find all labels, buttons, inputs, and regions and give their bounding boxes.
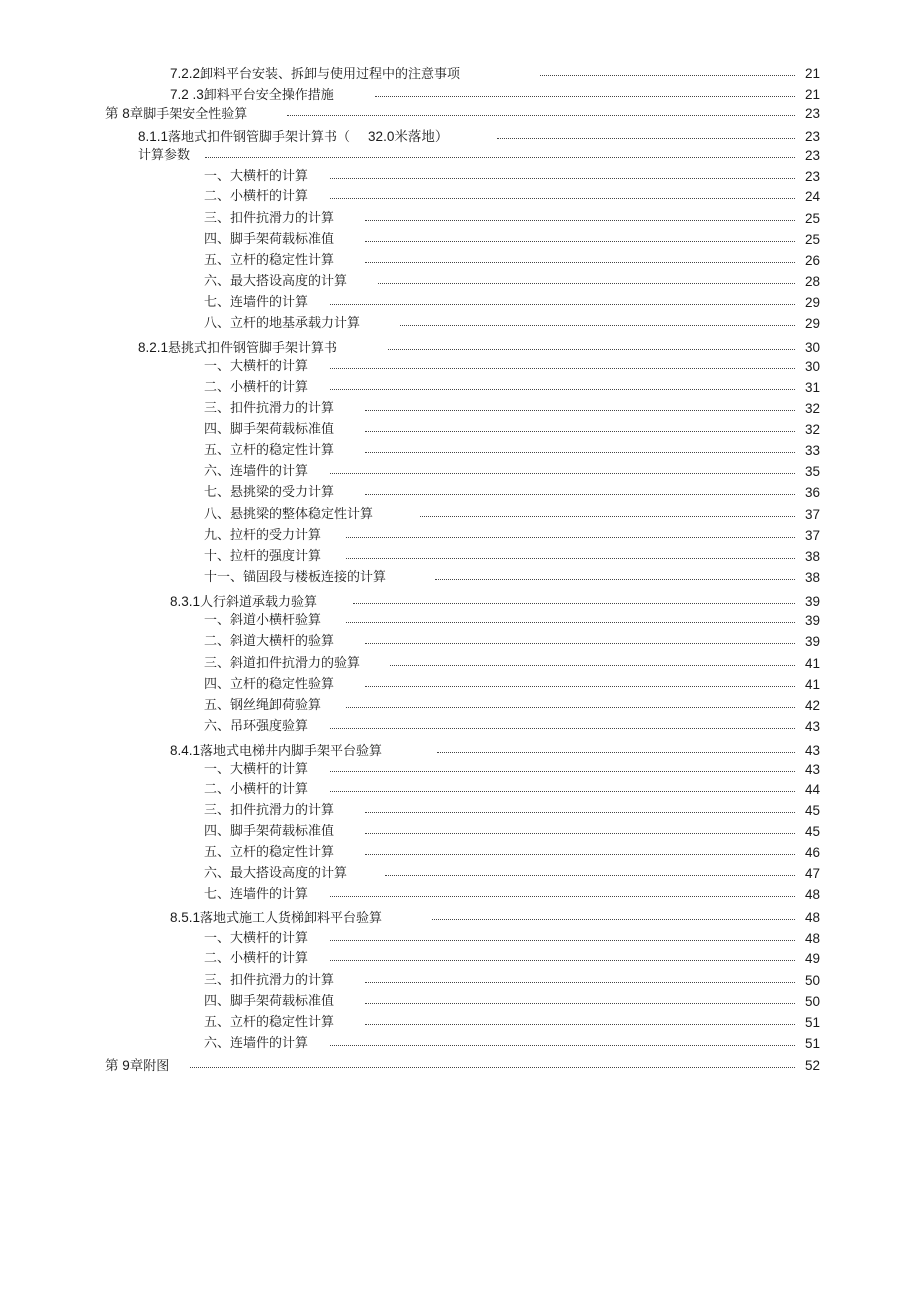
dot-leader [378, 283, 795, 284]
toc-entry-text: 六、最大搭设高度的计算 [204, 866, 348, 881]
toc-entry-title [204, 949, 308, 969]
toc-entry[interactable] [0, 64, 920, 84]
toc-entry-page: 29 [804, 316, 820, 331]
toc-entry-text: 五、钢丝绳卸荷验算 [204, 698, 322, 713]
toc-entry-title [204, 611, 321, 631]
toc-entry-page: 39 [804, 594, 820, 609]
toc-entry[interactable] [0, 632, 920, 652]
dot-leader [330, 940, 795, 941]
toc-entry-title [204, 505, 373, 525]
toc-entry-page: 23 [804, 169, 820, 184]
toc-entry-title [204, 441, 334, 461]
toc-entry-number: 第 8章 [105, 106, 144, 121]
toc-entry-title [204, 526, 321, 546]
toc-entry-page: 28 [804, 274, 820, 289]
toc-entry[interactable] [0, 209, 920, 229]
toc-entry-text: 一、大横杆的计算 [204, 762, 309, 777]
toc-entry-page: 42 [804, 698, 820, 713]
toc-entry[interactable] [0, 843, 920, 863]
toc-entry-title [204, 167, 308, 187]
toc-entry-title [170, 64, 460, 85]
toc-entry-title [204, 293, 308, 313]
toc-entry-text: 一、大横杆的计算 [204, 169, 309, 184]
toc-entry-text: 三、扣件抗滑力的计算 [204, 401, 335, 416]
toc-entry-text: 三、扣件抗滑力的计算 [204, 803, 335, 818]
toc-entry-text: 一、斜道小横杆验算 [204, 613, 322, 628]
toc-entry-text: 人行斜道承载力验算 [200, 595, 318, 610]
toc-entry-page: 29 [804, 295, 820, 310]
toc-entry[interactable] [0, 1034, 920, 1054]
dot-leader [330, 1045, 795, 1046]
toc-entry-page: 25 [804, 232, 820, 247]
toc-entry-page: 48 [804, 887, 820, 902]
dot-leader [287, 115, 795, 116]
toc-entry-page: 36 [804, 485, 820, 500]
toc-entry[interactable] [0, 696, 920, 716]
toc-entry-text: 一、大横杆的计算 [204, 359, 309, 374]
toc-entry-page: 47 [804, 866, 820, 881]
toc-entry-number: 7.2 .3 [170, 87, 204, 102]
toc-entry[interactable] [0, 187, 920, 207]
toc-entry-text: 四、脚手架荷载标准值 [204, 824, 335, 839]
toc-entry-page: 45 [804, 803, 820, 818]
toc-entry-text: 五、立杆的稳定性计算 [204, 253, 335, 268]
toc-entry-text: 卸料平台安全操作措施 [203, 88, 334, 103]
dot-leader [365, 452, 795, 453]
toc-entry-title [204, 230, 334, 250]
dot-leader [330, 960, 795, 961]
toc-entry[interactable] [0, 568, 920, 588]
toc-entry-title [204, 209, 334, 229]
toc-entry-text: 二、小横杆的计算 [204, 782, 309, 797]
toc-entry[interactable] [0, 864, 920, 884]
toc-entry-page: 21 [804, 66, 820, 81]
toc-entry-page: 50 [804, 973, 820, 988]
toc-entry[interactable] [0, 801, 920, 821]
toc-entry-page: 45 [804, 824, 820, 839]
toc-entry-text: 三、斜道扣件抗滑力的验算 [204, 656, 361, 671]
toc-entry[interactable] [0, 741, 920, 761]
toc-entry-page: 23 [804, 106, 820, 121]
toc-entry-text: 四、立杆的稳定性验算 [204, 677, 335, 692]
toc-entry[interactable] [0, 611, 920, 631]
toc-entry[interactable] [0, 971, 920, 991]
toc-entry-text: 八、立杆的地基承载力计算 [204, 316, 361, 331]
toc-entry-title [170, 908, 382, 929]
toc-entry[interactable] [0, 420, 920, 440]
dot-leader [437, 752, 795, 753]
toc-entry-title [204, 929, 308, 949]
dot-leader [330, 178, 795, 179]
toc-entry-page: 31 [804, 380, 820, 395]
toc-entry-page: 37 [804, 528, 820, 543]
toc-entry[interactable] [0, 338, 920, 358]
toc-entry-page: 43 [804, 719, 820, 734]
dot-leader [346, 707, 795, 708]
toc-entry-page: 48 [804, 931, 820, 946]
toc-entry-text: 四、脚手架荷载标准值 [204, 232, 335, 247]
toc-entry-page: 44 [804, 782, 820, 797]
dot-leader [497, 138, 795, 139]
toc-entry-title [204, 568, 386, 588]
dot-leader [388, 349, 795, 350]
toc-entry-title [204, 654, 360, 674]
toc-entry[interactable] [0, 483, 920, 503]
toc-entry-page: 30 [804, 359, 820, 374]
toc-entry[interactable] [0, 167, 920, 187]
dot-leader [330, 896, 795, 897]
toc-entry-number: 7.2.2 [170, 66, 201, 81]
toc-entry-page: 35 [804, 464, 820, 479]
dot-leader [365, 854, 795, 855]
dot-leader [400, 325, 795, 326]
toc-entry-text: 四、脚手架荷载标准值 [204, 422, 335, 437]
toc-entry[interactable] [0, 760, 920, 780]
toc-entry-page: 32 [804, 422, 820, 437]
toc-entry-page: 23 [804, 129, 820, 144]
toc-entry-title [204, 696, 321, 716]
toc-entry-title [204, 992, 334, 1012]
toc-entry-text: 六、吊环强度验算 [204, 719, 309, 734]
toc-entry-text: 附图 [143, 1059, 170, 1074]
toc-entry-text: 十、拉杆的强度计算 [204, 549, 322, 564]
toc-entry-title [204, 885, 308, 905]
toc-entry-page: 41 [804, 677, 820, 692]
dot-leader [346, 622, 795, 623]
toc-entry-page: 30 [804, 340, 820, 355]
toc-entry-extra: 32.0米落地） [368, 129, 449, 144]
dot-leader [330, 304, 795, 305]
toc-entry-text: 悬挑式扣件钢管脚手架计算书 [168, 341, 338, 356]
toc-entry-page: 50 [804, 994, 820, 1009]
toc-entry-text: 五、立杆的稳定性计算 [204, 845, 335, 860]
toc-entry-page: 23 [804, 148, 820, 163]
toc-entry-number: 8.1.1 [138, 129, 169, 144]
toc-entry-title [204, 780, 308, 800]
toc-entry[interactable] [0, 293, 920, 313]
toc-entry-text: 落地式扣件钢管脚手架计算书（ [168, 130, 351, 145]
toc-entry-number: 8.2.1 [138, 340, 169, 355]
toc-entry-page: 46 [804, 845, 820, 860]
toc-entry-page: 37 [804, 507, 820, 522]
dot-leader [346, 537, 795, 538]
toc-entry-title [204, 272, 347, 292]
toc-entry-page: 38 [804, 570, 820, 585]
toc-entry[interactable] [0, 314, 920, 334]
toc-entry-number: 8.4.1 [170, 743, 201, 758]
toc-entry-page: 21 [804, 87, 820, 102]
toc-entry-title [204, 843, 334, 863]
dot-leader [330, 389, 795, 390]
toc-entry[interactable] [0, 1013, 920, 1033]
toc-entry[interactable] [0, 822, 920, 842]
dot-leader [346, 558, 795, 559]
dot-leader [432, 919, 795, 920]
toc-entry-title [204, 420, 334, 440]
toc-entry-page: 52 [804, 1058, 820, 1073]
dot-leader [330, 198, 795, 199]
dot-leader [540, 75, 795, 76]
toc-entry-text: 十一、锚固段与楼板连接的计算 [204, 570, 387, 585]
toc-entry[interactable] [0, 441, 920, 461]
toc-entry-title [105, 1056, 169, 1077]
dot-leader [330, 368, 795, 369]
dot-leader [365, 220, 795, 221]
dot-leader [330, 473, 795, 474]
toc-entry-title [204, 251, 334, 271]
toc-entry-title [138, 127, 448, 148]
dot-leader [365, 686, 795, 687]
toc-entry-title [204, 399, 334, 419]
toc-entry[interactable] [0, 526, 920, 546]
toc-entry-title [204, 187, 308, 207]
toc-entry-number: 8.5.1 [170, 910, 201, 925]
toc-entry[interactable] [0, 378, 920, 398]
toc-entry[interactable] [0, 592, 920, 612]
dot-leader [365, 1003, 795, 1004]
toc-entry-text: 四、脚手架荷载标准值 [204, 994, 335, 1009]
dot-leader [365, 494, 795, 495]
toc-entry-title [170, 592, 317, 613]
toc-entry-title [204, 971, 334, 991]
toc-entry-text: 二、小横杆的计算 [204, 189, 309, 204]
toc-entry[interactable] [0, 885, 920, 905]
toc-entry-title [204, 357, 308, 377]
dot-leader [385, 875, 795, 876]
dot-leader [420, 516, 795, 517]
dot-leader [330, 771, 795, 772]
toc-entry-text: 落地式电梯井内脚手架平台验算 [200, 744, 383, 759]
toc-entry-text: 二、小横杆的计算 [204, 380, 309, 395]
dot-leader [365, 812, 795, 813]
toc-entry[interactable] [0, 399, 920, 419]
toc-entry-title [204, 822, 334, 842]
toc-entry-title [204, 378, 308, 398]
toc-entry-text: 八、悬挑梁的整体稳定性计算 [204, 507, 374, 522]
toc-entry-text: 卸料平台安装、拆卸与使用过程中的注意事项 [200, 67, 461, 82]
dot-leader [205, 157, 795, 158]
dot-leader [365, 410, 795, 411]
toc-entry[interactable] [0, 654, 920, 674]
toc-entry-page: 39 [804, 613, 820, 628]
toc-entry-text: 脚手架安全性验算 [143, 107, 248, 122]
toc-entry-page: 43 [804, 762, 820, 777]
toc-entry-page: 49 [804, 951, 820, 966]
toc-entry[interactable] [0, 251, 920, 271]
toc-entry-title [204, 717, 308, 737]
toc-entry-text: 七、悬挑梁的受力计算 [204, 485, 335, 500]
dot-leader [365, 643, 795, 644]
toc-entry-text: 五、立杆的稳定性计算 [204, 1015, 335, 1030]
dot-leader [365, 262, 795, 263]
toc-entry-text: 六、最大搭设高度的计算 [204, 274, 348, 289]
toc-entry-title [138, 146, 190, 166]
toc-entry-title [204, 314, 360, 334]
toc-entry-title [204, 483, 334, 503]
toc-entry-page: 32 [804, 401, 820, 416]
toc-entry-title [204, 675, 334, 695]
toc-entry-title [170, 741, 382, 762]
toc-entry-page: 24 [804, 189, 820, 204]
toc-entry-title [204, 1034, 308, 1054]
dot-leader [365, 241, 795, 242]
toc-entry-page: 51 [804, 1015, 820, 1030]
toc-entry[interactable] [0, 675, 920, 695]
dot-leader [365, 431, 795, 432]
toc-entry[interactable] [0, 146, 920, 166]
toc-entry[interactable] [0, 357, 920, 377]
toc-entry-page: 25 [804, 211, 820, 226]
toc-entry-text: 计算参数 [138, 148, 191, 163]
toc-entry[interactable] [0, 462, 920, 482]
toc-entry-title [204, 864, 347, 884]
toc-entry-text: 七、连墙件的计算 [204, 295, 309, 310]
toc-entry-page: 43 [804, 743, 820, 758]
toc-entry[interactable] [0, 272, 920, 292]
dot-leader [365, 1024, 795, 1025]
toc-entry-text: 六、连墙件的计算 [204, 464, 309, 479]
toc-entry-text: 二、小横杆的计算 [204, 951, 309, 966]
toc-entry[interactable] [0, 547, 920, 567]
toc-entry-title [105, 104, 247, 125]
toc-entry[interactable] [0, 717, 920, 737]
toc-entry[interactable] [0, 1056, 920, 1076]
toc-entry[interactable] [0, 505, 920, 525]
dot-leader [190, 1067, 795, 1068]
toc-entry-number: 第 9章 [105, 1058, 144, 1073]
toc-entry[interactable] [0, 908, 920, 928]
dot-leader [375, 96, 795, 97]
toc-entry-text: 七、连墙件的计算 [204, 887, 309, 902]
toc-entry-title [204, 632, 334, 652]
dot-leader [390, 665, 795, 666]
dot-leader [365, 833, 795, 834]
dot-leader [435, 579, 795, 580]
toc-entry-page: 39 [804, 634, 820, 649]
toc-entry-page: 33 [804, 443, 820, 458]
toc-entry-text: 六、连墙件的计算 [204, 1036, 309, 1051]
toc-entry-text: 三、扣件抗滑力的计算 [204, 211, 335, 226]
toc-entry-title [204, 1013, 334, 1033]
toc-entry[interactable] [0, 127, 920, 147]
toc-entry-title [138, 338, 337, 359]
toc-entry-text: 一、大横杆的计算 [204, 931, 309, 946]
toc-entry[interactable] [0, 230, 920, 250]
toc-entry-text: 二、斜道大横杆的验算 [204, 634, 335, 649]
toc-entry[interactable] [0, 104, 920, 124]
toc-entry-page: 48 [804, 910, 820, 925]
toc-entry[interactable] [0, 85, 920, 105]
toc-entry-text: 九、拉杆的受力计算 [204, 528, 322, 543]
toc-entry-text: 三、扣件抗滑力的计算 [204, 973, 335, 988]
toc-entry-title [204, 760, 308, 780]
toc-entry-page: 38 [804, 549, 820, 564]
dot-leader [365, 982, 795, 983]
toc-entry-title [170, 85, 334, 106]
toc-entry[interactable] [0, 929, 920, 949]
toc-entry-text: 五、立杆的稳定性计算 [204, 443, 335, 458]
toc-entry-page: 41 [804, 656, 820, 671]
toc-entry[interactable] [0, 780, 920, 800]
toc-entry-title [204, 547, 321, 567]
toc-entry[interactable] [0, 992, 920, 1012]
toc-entry[interactable] [0, 949, 920, 969]
toc-entry-page: 51 [804, 1036, 820, 1051]
dot-leader [330, 791, 795, 792]
toc-entry-text: 落地式施工人货梯卸料平台验算 [200, 911, 383, 926]
toc-entry-number: 8.3.1 [170, 594, 201, 609]
toc-entry-title [204, 801, 334, 821]
toc-entry-page: 26 [804, 253, 820, 268]
dot-leader [330, 728, 795, 729]
dot-leader [353, 603, 795, 604]
toc-entry-title [204, 462, 308, 482]
